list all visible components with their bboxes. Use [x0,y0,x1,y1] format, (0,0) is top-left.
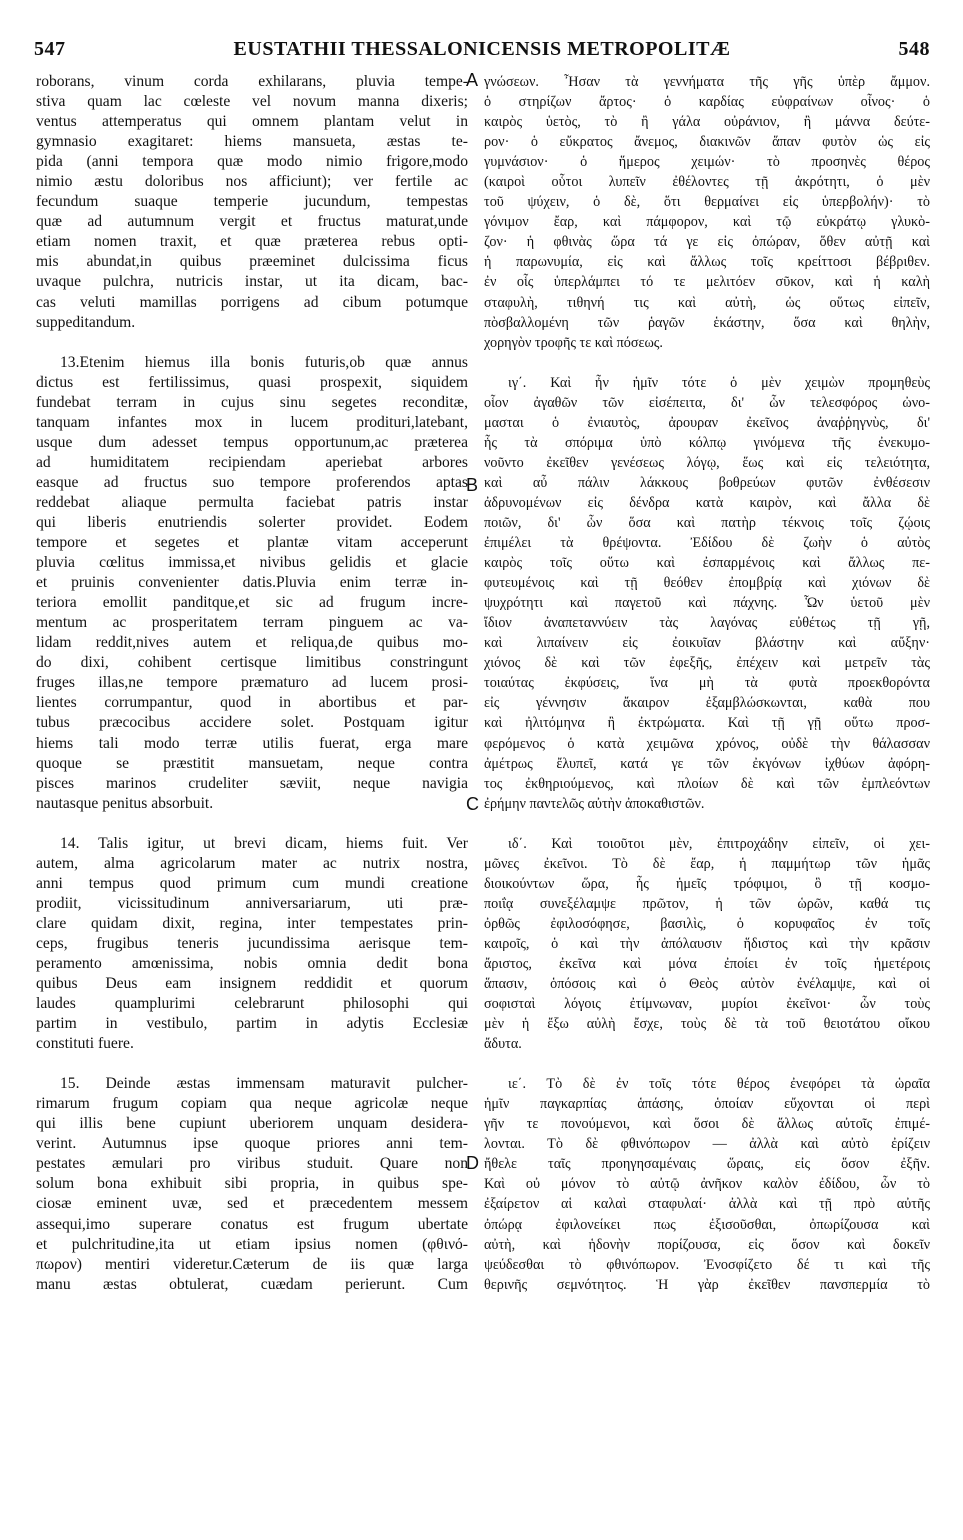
text-line: διοικούντων ὥρα, ἧς ἡμεῖς τρόφιμοι, ὃ τῇ κοσμο- [484,875,930,892]
text-line: ἡ παρωνυμία, εἰς καὶ ἄλλως τοῖς κρείττοσι βέβριθεν. [484,254,930,271]
text-line: verint. Autumnus ipse quoque priores anni tem- [36,1135,468,1153]
text-line: easque ad fructus suo tempore proferendos aptas [36,473,468,491]
text-line: dictus est fertilissimus, quasi prospexit, siquidem [36,373,468,391]
text-line: χορηγὸν τροφῆς τε καὶ πόσεως. [484,334,663,351]
text-line: ἄδυτα. [484,1036,522,1053]
text-line: manu æstas obtulerat, cuædam perierunt. Cum [36,1275,468,1293]
text-line: μασται ὁ ἐνιαυτὸς, ἀρουραν ἐκεῖνος ἀναῤῥηγνὺς, δι' [484,414,930,431]
text-line: 13.Etenim hiemus illa bonis futuris,ob quæ annus [60,353,468,371]
paragraph-gap [484,1054,930,1074]
text-line: 14. Talis igitur, ut brevi dicam, hiems fuit. Ver [60,834,468,852]
text-line: γόνιμον ἔαρ, καὶ πάμφορον, καὶ τῷ εὐκράτῳ γλυκὸ- [484,214,930,231]
text-line: autem, alma agricolarum mater ac nutrix nostra, [36,854,468,872]
text-line: mentum ac prosperitatem terram pinguem ac va- [36,614,468,632]
text-line: ποιῶν, δι' ὧν ὅσα καὶ πατὴρ τέκνοις τοῖς ζῴοις [484,514,930,531]
paragraph-gap [484,353,930,373]
text-line: καὶ λιπαίνειν εἰς ἐοικυῖαν βλάστην καὶ αὔξην· [484,635,930,652]
text-line: ἐπιμέλει τὰ θρέψοντα. Ἐδίδου δὲ ζωὴν ὁ αὐτὸς [484,535,930,552]
text-line: γνώσεων. Ἦσαν τὰ γεννήματα τῆς γῆς ὑπὲρ ἄμμον. [484,74,930,90]
text-line: 15. Deinde æstas immensam maturavit pulcher- [60,1075,468,1093]
text-line: μὲν ἡ ἔξω αὐλὴ ἔσχε, τοὺς δὲ τὰ τοῦ θειοτάτου οἴκου [484,1016,930,1033]
text-line: ιγ΄. Καὶ ἦν ἡμῖν τότε ὁ μὲν χειμὼν προμηθεὺς [508,374,930,391]
text-line: εἰς γέννησιν ἄκαιρον ἐξαμβλώσκωνται, καθὰ που [484,695,930,712]
text-line: ὀρθῶς ἐφιλοσόφησε, βασιλὶς, ὁ κορυφαῖος ἐν τοῖς [484,915,930,932]
text-line: suppeditandum. [36,313,136,331]
text-line: αὐτὴ, καὶ ἡδονὴν πορίζουσα, εἰς ὅσον καὶ δοκεῖν [484,1236,930,1253]
text-line: stiva quam lac cœleste vel novum manna dixeris; [36,93,468,111]
greek-paragraph [484,834,930,1055]
text-line: peramento amœnissima, nobis omnia dedit bona [36,954,468,972]
text-line: fruges illas,ne tempore præmaturo ad lucem prosi- [36,674,468,692]
text-line: καιροῖς, ὁ καὶ τὴν ἀπόλαυσιν ἥδιστος καὶ τὴν κρᾶσιν [484,935,930,952]
text-line: χιόνος δὲ καὶ τῶν ἐφεξῆς, ἐπέχειν καὶ μετρεῖν τὰς [484,655,930,672]
text-line: clare quidam dixit, regina, inter tempestates prin- [36,914,468,932]
text-line: nautasque penitus absorbuit. [36,794,214,812]
text-line: πωρον) mentiri videretur.Cæterum de iis quæ larga [36,1255,468,1273]
text-line: οἷον ἀγαθῶν τῶν εἰσέπειτα, δι' ὧν τελεσφόρος ὠνο- [484,394,930,411]
text-line: usque dum adesset tempus opportunum,ac præterea [36,433,468,451]
text-line: νοῦντο ἐκεῖθεν γενέσεως λόγῳ, ἕως καὶ εἰς τελειότητα, [484,454,930,471]
text-line: πὸσβαλλομένη τῶν ῥαγῶν ἑκάστην, ὅσα καὶ θηλὴν, [484,314,930,331]
text-line: μῶνες ἐκεῖνοι. Τὸ δὲ ἔαρ, ἡ παμμήτωρ τῶν ἡμᾶς [484,855,930,872]
text-line: tempore et segetes et plantæ vitam acceperunt [36,534,468,552]
text-line: lientes corrumpantur, quod in abortibus et par- [36,694,468,712]
text-line: ζον· ἡ φθινὰς ὥρα τά γε εἰς ὀπώραν, ὅθεν αὐτῇ καὶ [484,234,930,251]
text-line: ciosæ eminent uvæ, sed et præcedentem messem [36,1195,468,1213]
text-line: quibus Deus eam insignem reddidit et quorum [36,975,468,993]
text-line: ad humiditatem recipiendam aperiebat arbores [36,453,468,471]
margin-marker-a: A [466,70,479,90]
text-line: ρον· ὁ εὔκρατος ἄνεμος, διακινῶν ἅπαν φυτὸν ὡς εἰς [484,134,930,151]
text-line: ἀδρυνομένων εἰς δένδρα κατὰ καιρὸν, καὶ ἄλλα δὲ [484,494,930,511]
text-line: ιδ΄. Καὶ τοιοῦτοι μὲν, ἐπιτροχάδην εἰπεῖν, οἱ χει- [508,835,930,852]
text-line: pida (anni tempora quæ modo nimio frigore,modo [36,153,468,171]
text-line: ψεύδεσθαι τὸ φθινόπωρον. Ἐνοσφίζετο δέ τι καὶ τῆς [484,1256,930,1273]
text-line: pluvia cœlitus immissa,et nivibus gelidis et glacie [36,554,468,572]
text-line: rimarum frugum copiam qua neque agricolæ neque [36,1095,468,1113]
text-line: τοῦ ψύχειν, ὁ δὲ, ὅτι θερμαίνει εἰς ὑπερβολήν)· τὸ [484,194,930,211]
text-line: Καὶ οὐ μόνον τὸ αὐτῷ ἀνῆκον καλὸν ἐδίδου, ὧν τὸ [484,1176,930,1193]
text-line: ὀπώρᾳ ἐφιλονείκει πως ἐξισοῦσθαι, ὀπωρίζουσα καὶ [484,1216,930,1233]
text-line: ψυχρότητι καὶ παγετοῦ καὶ πάχνης. Ὧν ὑετοῦ μὲν [484,595,930,612]
text-line: σοφισταὶ λόγοις ἐτίμνωναν, μυρίοι ἐκεῖνοι· ὧν τοὺς [484,996,930,1013]
text-line: hiems tali modo terræ utilis fuerat, erga mare [36,734,468,752]
text-line: σταφυλὴ, τιθηνή τις καὶ αὐτὴ, ὡς οὕτως εἰπεῖν, [484,294,930,311]
text-line: τοιαύτας ἐκφύσεις, ἵνα μὴ τὰ φυτὰ προεκθορόντα [484,675,930,692]
text-line: ventus attemperatus qui omnem plantam velut in [36,113,468,131]
margin-marker-b: B [466,475,479,495]
text-line: ἐρήμην παντελῶς αὐτὴν ἀποκαθιστῶν. [484,795,705,812]
running-header [34,38,930,64]
paragraph-gap [36,333,468,353]
paragraph-gap [484,814,930,834]
greek-paragraph [484,72,930,353]
text-line: φερόμενος ὁ κατὰ χειμῶνα χρόνος, οὐδὲ τὴν θάλασσαν [484,735,930,752]
text-line: et pulchritudine,ita ut etiam ipsius nomen (φθινό- [36,1235,468,1253]
text-line: pisces marinos crudeliter sæviit, neque navigia [36,774,468,792]
text-line: et pruinis convenienter datis.Pluvia enim terræ in- [36,574,468,592]
page-title: EUSTATHII THESSALONICENSIS METROPOLITÆ [233,38,731,60]
text-line: assequi,imo superare conatus est frugum ubertate [36,1215,468,1233]
margin-marker-d: D [466,1153,479,1173]
paragraph-gap [36,1054,468,1074]
text-line: ὁ στηρίζων ἄρτος· ὁ καρδίας εὐφραίνων οἶνος· ὁ [484,94,930,111]
text-line: gymnasio exagitaret: hiems mansueta, æstas te- [36,133,468,151]
text-line: (καιροὶ οὗτοι λυπεῖν ἐθέλοντες τῇ ἀκρότητι, ὁ μὲν [484,174,930,191]
text-line: ceps, frugibus teneris jucundissima aerisque tem- [36,934,468,952]
greek-column [484,72,930,1295]
text-line: ἀμέτρως ἔλυπεῖ, κατά γε τῶν ἐκγόνων ἰχθύων ἀφόρη- [484,755,930,772]
text-line: τος ἐκθηριούμενος, καὶ πλοίων δὲ καὶ τῶν ἐμπλεόντων [484,775,930,792]
text-line: ἡμῖν παγκαρπίας ἁπάσης, ὁποίαν εὔχονται οἱ περὶ [484,1096,930,1113]
latin-paragraph [36,834,468,1055]
text-line: do dixi, cohibent certisque limitibus constringunt [36,654,468,672]
text-line: ιε΄. Τὸ δὲ ἐν τοῖς τότε θέρος ἐνεφόρει τὰ ὡραῖα [508,1076,930,1093]
text-line: etiam nomen traxit, et quæ præterea rebus opti- [36,233,468,251]
text-line: teriora emollit panditque,et sic ad frugum incre- [36,594,468,612]
text-line: καιρὸς τοῖς οὕτω καὶ ἐσπαρμένοις καὶ ἄλλως πε- [484,555,930,572]
text-line: prodiit, vicissitudinum anniversariarum, uti præ- [36,894,468,912]
margin-marker-c: C [466,794,479,814]
text-line: qui liberis enutriendis solerter providet. Eodem [36,513,468,531]
page-number-right: 548 [898,38,930,60]
text-line: qui illis bene cupiunt uberiorem unquam desidera- [36,1115,468,1133]
text-line: solum bona exhibuit sibi propria, in quibus spe- [36,1175,468,1193]
text-line: ποιΐᾳ συνεξέλαμψε πρῶτον, ἡ τῶν ὡρῶν, καθά τις [484,895,930,912]
text-line: καὶ αὖ πάλιν λάκκους βοθρεύων φυτῶν ἐνθέσεσιν [484,474,930,491]
text-line: cas veluti mamillas porrigens ad cibum potumque [36,293,468,311]
text-line: fundebat terram in cujus sinu segetes reconditæ, [36,393,468,411]
text-line: tubus præcocibus accidere solet. Postquam igitur [36,714,468,732]
text-line: anni tempus quod primum cum mundi creatione [36,874,468,892]
text-line: καὶ ἠλιτόμηνα ἢ ἐκτρώματα. Καὶ τῇ γῇ οὕτω προσ- [484,715,930,732]
text-line: ἐξαίρετον αἱ καλαὶ σταφυλαί· ἀλλὰ καὶ τῇ πρὸ αὐτῆς [484,1196,930,1213]
text-line: partim in vestibulo, partim in adytis Ecclesiæ [36,1015,468,1033]
greek-paragraph [484,373,930,814]
text-line: φυτευμένοις καὶ τῇ θεόθεν ἐπομβρίᾳ καὶ χιόνων δὲ [484,575,930,592]
text-line: nimio æstu doloribus nos afficiunt); ver fertile ac [36,173,468,191]
text-line: καιρὸς ὑετὸς, τὸ ἢ γάλα οὐράνιον, ἢ μάννα δεύτε- [484,114,930,131]
text-line: quæ ad autumnum vergit et fructus maturat,unde [36,213,468,231]
text-line: fecundum suaque temperie jucundum, tempestas [36,193,468,211]
text-line: mis abundat,in quibus præeminet dulcissima ficus [36,253,468,271]
text-line: ἤθελε ταῖς προηγησαμέναις ὥραις, εἰς ὅσον ἐξῆν. [484,1156,930,1173]
text-line: ἄριστος, ἐκεῖνα καὶ μόνα ἐποίει ἐν τοῖς ἡμετέροις [484,955,930,972]
text-line: quoque se præstitit mansuetam, neque contra [36,754,468,772]
text-line: reddebat aliaque permulta faciebat patris instar [36,493,468,511]
text-line: pestates æmulari pro viribus studuit. Quare non [36,1155,468,1173]
text-line: θερινῆς σεμνότητος. Ἡ γὰρ ἐκεῖθεν πανσπερμία τὸ [484,1276,930,1293]
latin-column [36,72,468,1295]
page-number-left: 547 [34,38,66,60]
text-line: constituti fuere. [36,1035,134,1053]
text-line: laudes quamplurimi celebrarunt philosophi qui [36,995,468,1013]
text-line: lidam reddit,nives autem et reliqua,de quibus mo- [36,634,468,652]
text-line: ἴδιον ἀναπεταννύειν τὰς λαγόνας εὐθέτως τῇ γῇ, [484,615,930,632]
greek-paragraph [484,1074,930,1295]
text-line: roborans, vinum corda exhilarans, pluvia tempe- [36,73,468,90]
text-line: γυμνάσιον· ὁ ἥμερος χειμών· τὸ προσηνὲς θέρος [484,154,930,171]
text-line: λονται. Τὸ δὲ φθινόπωρον — ἀλλὰ καὶ αὐτὸ ἐρίζειν [484,1136,930,1153]
text-line: ἐν οἷς ὑπερλάμπει τό τε μελιτόεν σῦκον, καὶ ἡ καλὴ [484,274,930,291]
latin-paragraph [36,353,468,814]
latin-paragraph [36,72,468,333]
text-line: ἅπασιν, ὁπόσοις καὶ ὁ Θεὸς αὐτὸν ἐνέλαμψε, καὶ οἱ [484,976,930,993]
text-line: uvaque pulchra, nutricis instar, ut ita dicam, bac- [36,273,468,291]
latin-paragraph [36,1074,468,1295]
paragraph-gap [36,814,468,834]
text-line: ἧς τὰ σπόριμα ὑπὸ κόλπῳ γινόμενα τῆς ἐνεκυμο- [484,434,930,451]
text-line: γῆν τε πονούμενοι, καὶ ὅσοι δὲ ἄλλως αὐτοῖς ἐπιμέ- [484,1116,930,1133]
text-line: tanquam infantes mox in lucem prodituri,latebant, [36,413,468,431]
